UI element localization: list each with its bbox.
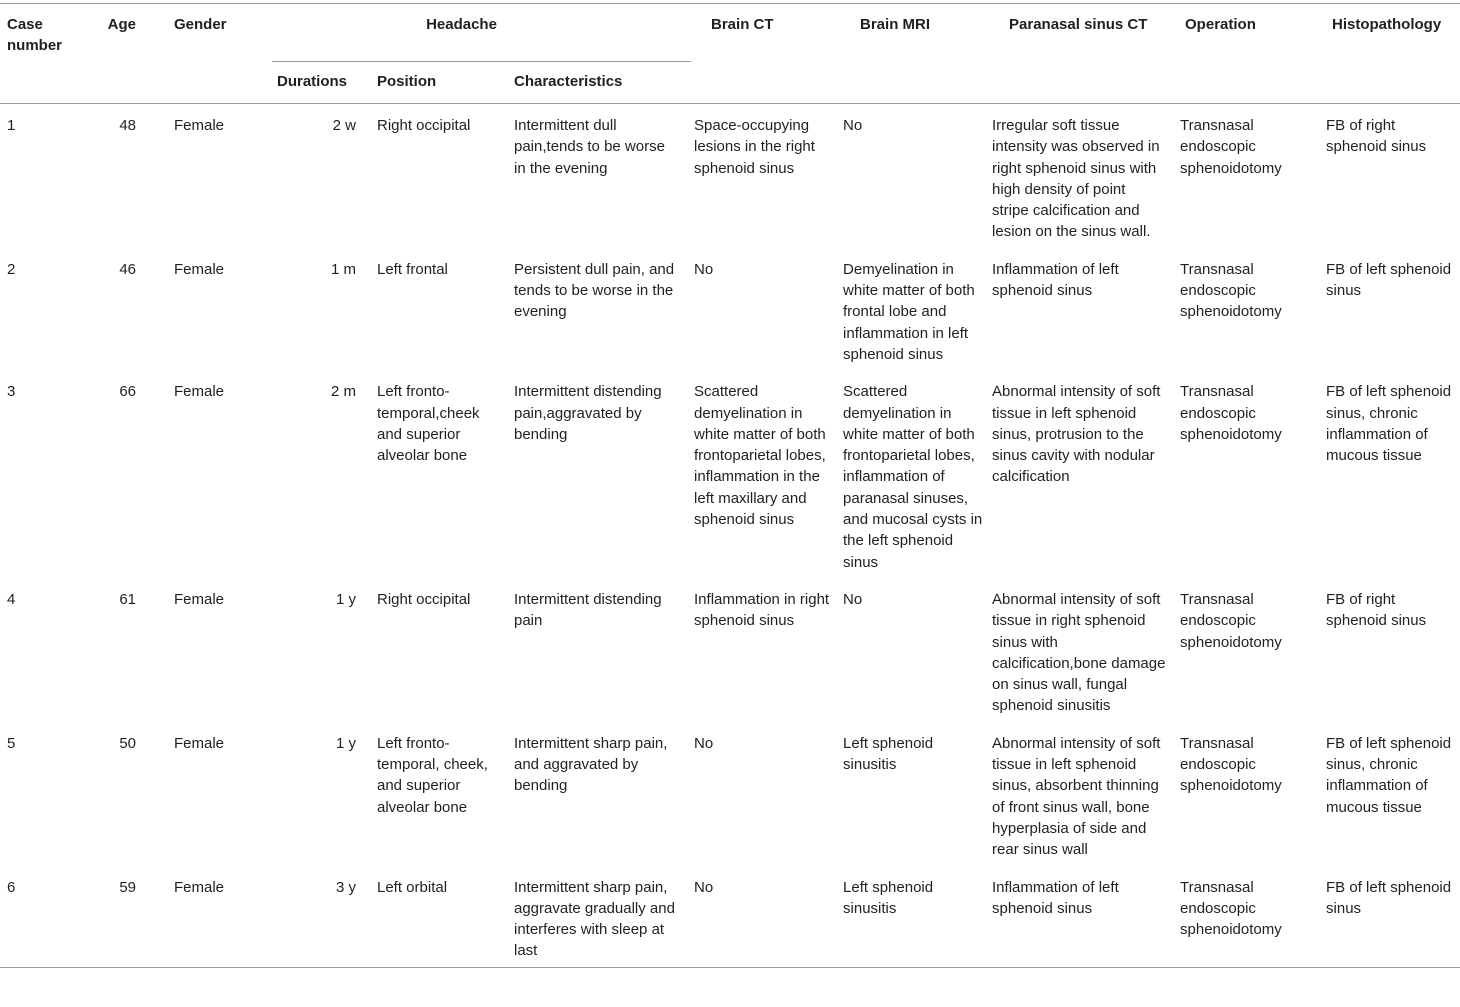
cell-duration: 1 m <box>330 260 356 278</box>
cell-duration: 1 y <box>335 590 356 608</box>
header-characteristics: Characteristics <box>514 73 623 90</box>
cell-duration: 1 y <box>335 734 356 752</box>
cell-age: 59 <box>119 878 136 896</box>
cell-operation: Transnasal endoscopic sphenoidotomy <box>1180 117 1282 177</box>
cell-histopathology: FB of left sphenoid sinus, chronic inflammation of mucous tissue <box>1326 383 1452 465</box>
header-age: Age <box>83 4 144 104</box>
cell-age: 48 <box>119 117 136 134</box>
cell-histopathology: FB of right sphenoid sinus <box>1326 590 1427 630</box>
cell-operation: Transnasal endoscopic sphenoidotomy <box>1180 383 1282 443</box>
cell-brain-ct: Space-occupying lesions in the right sphenoid sinus <box>694 117 815 177</box>
cell-brain-mri: Scattered demyelination in white matter of both frontoparietal lobes, inflammation of paranasal sinuses, and mucosal cysts in the left sphenoid sinus <box>843 383 983 571</box>
cell-paranasal-ct: Inflammation of left sphenoid sinus <box>992 260 1119 300</box>
cell-operation: Transnasal endoscopic sphenoidotomy <box>1180 590 1282 651</box>
cell-characteristics: Intermittent distending pain,aggravated by bending <box>514 383 662 443</box>
cell-duration: 2 w <box>332 117 356 134</box>
cell-histopathology: FB of left sphenoid sinus <box>1326 878 1452 917</box>
header-operation: Operation <box>1177 4 1325 104</box>
cell-brain-mri: No <box>843 117 863 134</box>
cell-paranasal-ct: Abnormal intensity of soft tissue in left sphenoid sinus, absorbent thinning of front sinus wall, bone hyperplasia of side and rear sinus wall <box>992 734 1161 859</box>
header-gender: Gender <box>144 4 272 104</box>
cell-histopathology: FB of left sphenoid sinus <box>1326 260 1452 300</box>
cell-brain-mri: Demyelination in white matter of both frontal lobe and inflammation in left sphenoid sinus <box>843 260 975 363</box>
cell-brain-mri: No <box>843 590 863 608</box>
cell-position: Left fronto-temporal, cheek, and superior alveolar bone <box>377 734 488 816</box>
header-headache: Headache <box>272 4 691 62</box>
header-brain-ct: Brain CT <box>691 4 840 104</box>
table-row <box>0 104 1460 248</box>
cell-characteristics: Persistent dull pain, and tends to be worse in the evening <box>514 260 675 321</box>
cell-operation: Transnasal endoscopic sphenoidotomy <box>1180 878 1282 939</box>
header-durations: Durations <box>277 73 348 90</box>
cell-case: 3 <box>7 383 16 401</box>
cell-operation: Transnasal endoscopic sphenoidotomy <box>1180 260 1282 321</box>
cell-histopathology: FB of right sphenoid sinus <box>1326 117 1427 156</box>
table-row <box>0 578 1460 722</box>
cell-gender: Female <box>174 590 225 608</box>
cell-brain-ct: No <box>694 260 714 278</box>
cell-characteristics: Intermittent dull pain,tends to be worse in the evening <box>514 117 665 177</box>
cell-position: Left fronto-temporal,cheek and superior alveolar bone <box>377 383 480 465</box>
table-header <box>0 4 1460 104</box>
cell-position: Right occipital <box>377 590 471 608</box>
cell-brain-ct: Scattered demyelination in white matter of both frontoparietal lobes, inflammation in the left maxillary and sphenoid sinus <box>694 383 826 529</box>
table-row <box>0 370 1460 578</box>
cell-age: 50 <box>119 734 136 752</box>
cell-characteristics: Intermittent sharp pain, aggravate gradually and interferes with sleep at last <box>514 878 675 960</box>
table-row <box>0 866 1460 968</box>
cell-duration: 3 y <box>335 878 356 896</box>
cell-case: 4 <box>7 590 16 608</box>
cell-gender: Female <box>174 383 225 401</box>
cell-age: 66 <box>119 383 136 401</box>
cell-brain-ct: No <box>694 734 714 752</box>
table-row <box>0 248 1460 370</box>
cell-case: 1 <box>7 117 16 134</box>
cell-gender: Female <box>174 117 225 134</box>
clinical-case-table <box>0 3 1460 968</box>
cell-position: Right occipital <box>377 117 471 134</box>
cell-brain-ct: No <box>694 878 714 896</box>
cell-case: 5 <box>7 734 16 752</box>
cell-position: Left orbital <box>377 878 448 896</box>
cell-gender: Female <box>174 734 225 752</box>
cell-brain-mri: Left sphenoid sinusitis <box>843 878 934 917</box>
cell-brain-mri: Left sphenoid sinusitis <box>843 734 934 774</box>
cell-paranasal-ct: Abnormal intensity of soft tissue in left sphenoid sinus, protrusion to the sinus cavity with nodular calcification <box>992 383 1161 486</box>
header-paranasal-ct: Paranasal sinus CT <box>989 4 1177 104</box>
cell-characteristics: Intermittent sharp pain, and aggravated by bending <box>514 734 668 795</box>
clinical-table-container <box>0 3 1460 968</box>
cell-age: 61 <box>119 590 136 608</box>
header-position: Position <box>377 73 437 90</box>
header-brain-mri: Brain MRI <box>840 4 989 104</box>
cell-paranasal-ct: Abnormal intensity of soft tissue in right sphenoid sinus with calcification,bone damage on sinus wall, fungal sphenoid sinusitis <box>992 590 1166 715</box>
table-body <box>0 104 1460 968</box>
cell-brain-ct: Inflammation in right sphenoid sinus <box>694 590 830 630</box>
cell-gender: Female <box>174 260 225 278</box>
cell-paranasal-ct: Irregular soft tissue intensity was observed in right sphenoid sinus with high density of point stripe calcification and lesion on the sinus wall. <box>992 117 1160 241</box>
cell-case: 2 <box>7 260 16 278</box>
table-row <box>0 722 1460 866</box>
cell-operation: Transnasal endoscopic sphenoidotomy <box>1180 734 1282 795</box>
cell-age: 46 <box>119 260 136 278</box>
cell-paranasal-ct: Inflammation of left sphenoid sinus <box>992 878 1119 917</box>
cell-characteristics: Intermittent distending pain <box>514 590 662 630</box>
cell-histopathology: FB of left sphenoid sinus, chronic inflammation of mucous tissue <box>1326 734 1452 816</box>
cell-duration: 2 m <box>330 383 356 401</box>
header-histopathology: Histopathology <box>1325 4 1460 104</box>
cell-position: Left frontal <box>377 260 448 278</box>
header-case-number: Case number <box>0 4 83 104</box>
cell-gender: Female <box>174 878 225 896</box>
cell-case: 6 <box>7 878 16 896</box>
